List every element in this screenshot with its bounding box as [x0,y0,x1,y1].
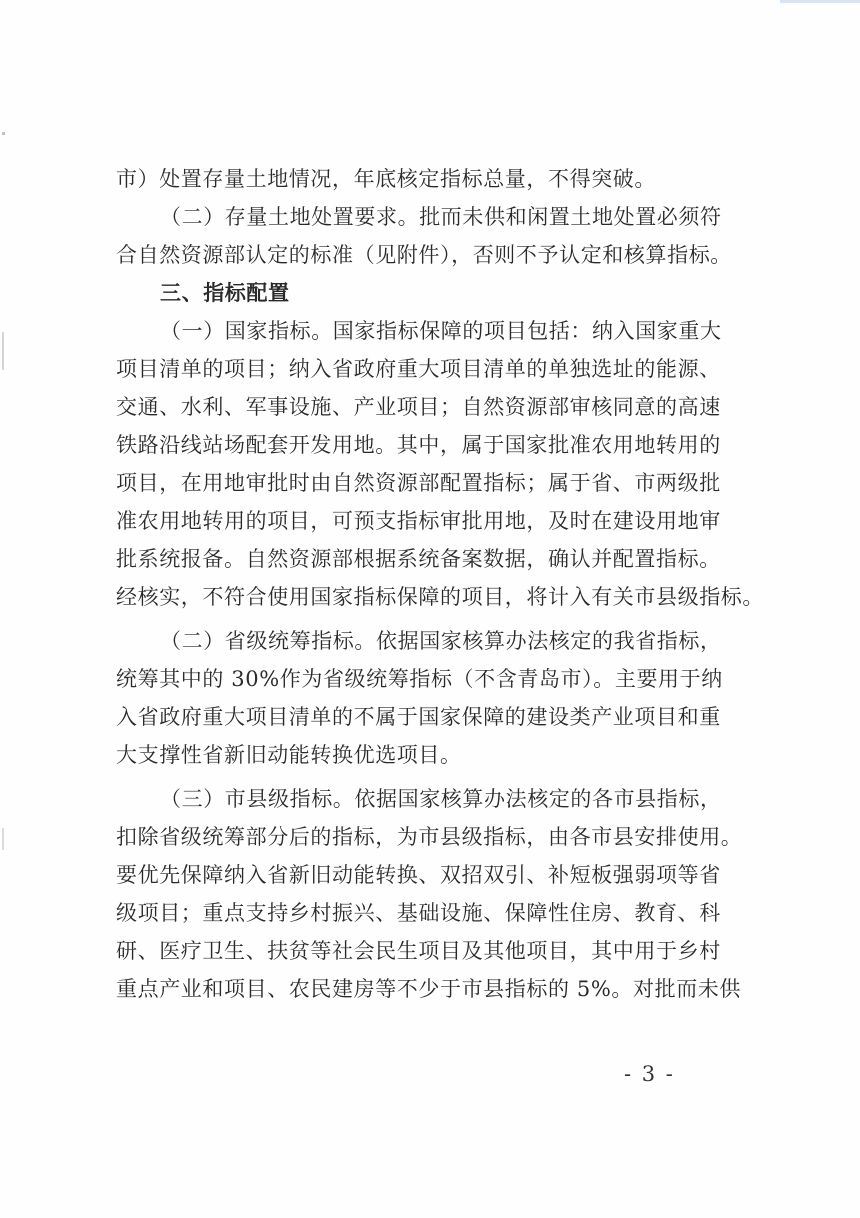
text-line: 合自然资源部认定的标准（见附件），否则不予认定和核算指标。 [116,243,732,267]
text-line: （二）存量土地处置要求。批而未供和闲置土地处置必须符 [160,205,722,229]
text-line: 入省政府重大项目清单的不属于国家保障的建设类产业项目和重 [116,705,721,729]
text-line: 交通、水利、军事设施、产业项目；自然资源部审核同意的高速 [116,395,721,419]
text-line: （一）国家指标。国家指标保障的项目包括：纳入国家重大 [160,319,722,343]
section-heading: 三、指标配置 [160,281,290,305]
text-line: 市）处置存量土地情况，年底核定指标总量，不得突破。 [116,167,656,191]
text-line: 要优先保障纳入省新旧动能转换、双招双引、补短板强弱项等省 [116,863,721,887]
document-body [116,160,764,1008]
text-line: 统筹其中的 30%作为省级统筹指标（不含青岛市）。主要用于纳 [116,667,723,691]
page-number: - 3 - [624,1062,675,1086]
text-line: （二）省级统筹指标。依据国家核算办法核定的我省指标， [160,629,722,653]
text-line: （三）市县级指标。依据国家核算办法核定的各市县指标， [160,787,722,811]
text-line: 批系统报备。自然资源部根据系统备案数据，确认并配置指标。 [116,547,721,571]
text-line: 扣除省级统筹部分后的指标，为市县级指标，由各市县安排使用。 [116,825,743,849]
text-line: 准农用地转用的项目，可预支指标审批用地，及时在建设用地审 [116,509,721,533]
text-line: 研、医疗卫生、扶贫等社会民生项目及其他项目，其中用于乡村 [116,939,721,963]
text-line: 项目，在用地审批时由自然资源部配置指标；属于省、市两级批 [116,471,721,495]
text-line: 经核实，不符合使用国家指标保障的项目，将计入有关市县级指标。 [116,585,764,609]
scan-mark [2,828,4,850]
text-line: 重点产业和项目、农民建房等不少于市县指标的 5%。对批而未供 [116,977,741,1001]
scan-mark [2,332,4,370]
text-line: 级项目；重点支持乡村振兴、基础设施、保障性住房、教育、科 [116,901,721,925]
text-line: 铁路沿线站场配套开发用地。其中，属于国家批准农用地转用的 [116,433,721,457]
text-line: 大支撑性省新旧动能转换优选项目。 [116,743,462,767]
text-line: 项目清单的项目；纳入省政府重大项目清单的单独选址的能源、 [116,357,721,381]
scan-mark [2,132,5,135]
scan-edge [780,0,860,3]
